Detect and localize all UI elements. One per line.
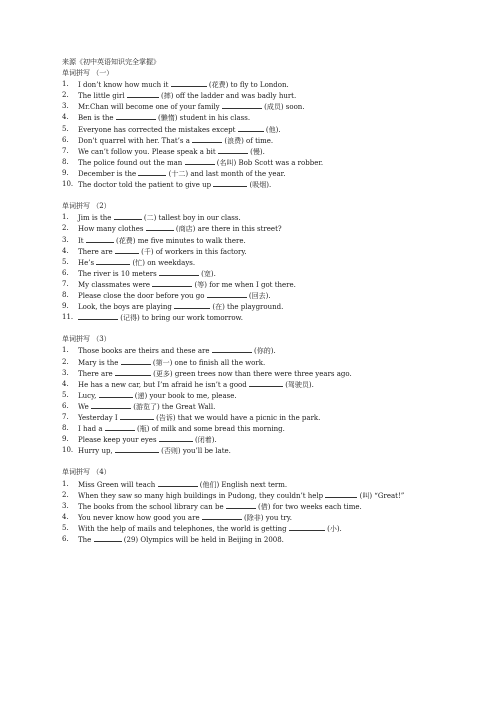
exercise-item bbox=[62, 179, 482, 190]
item-number: 1. bbox=[62, 80, 69, 89]
item-number: 11. bbox=[62, 313, 74, 322]
answer-blank[interactable] bbox=[115, 368, 151, 376]
item-number: 3. bbox=[62, 368, 69, 377]
item-number: 7. bbox=[62, 413, 69, 421]
answer-blank[interactable] bbox=[159, 268, 199, 276]
answer-blank[interactable] bbox=[138, 168, 166, 176]
item-text: Jim is the (二) tallest boy in our class. bbox=[78, 214, 241, 223]
answer-blank[interactable] bbox=[146, 223, 174, 231]
item-text: Hurry up, (否则) you’ll be late. bbox=[78, 447, 231, 456]
item-text: I had a (瓶) of milk and some bread this morning. bbox=[78, 425, 285, 434]
exercise-item bbox=[62, 223, 482, 234]
item-number: 10. bbox=[62, 446, 74, 455]
item-text: The little girl (摔) off the ladder and was badly hurt. bbox=[78, 92, 297, 101]
exercise-item bbox=[62, 135, 482, 146]
exercise-item bbox=[62, 423, 482, 434]
answer-blank[interactable] bbox=[115, 445, 159, 453]
answer-blank[interactable] bbox=[174, 301, 210, 309]
item-number: 1. bbox=[62, 213, 69, 222]
item-number: 2. bbox=[62, 357, 69, 366]
section-spacer bbox=[62, 456, 482, 467]
answer-blank[interactable] bbox=[115, 246, 139, 254]
item-text: We (游览了) the Great Wall. bbox=[78, 402, 216, 411]
answer-blank[interactable] bbox=[238, 124, 264, 132]
exercise-item bbox=[62, 479, 482, 490]
item-number: 5. bbox=[62, 124, 69, 133]
answer-blank[interactable] bbox=[127, 90, 159, 98]
document-page bbox=[62, 57, 482, 545]
item-text: With the help of mails and telephones, the world is getting (小). bbox=[78, 524, 342, 533]
answer-blank[interactable] bbox=[116, 112, 156, 120]
exercise-item bbox=[62, 501, 482, 512]
answer-blank[interactable] bbox=[202, 512, 242, 520]
answer-blank[interactable] bbox=[120, 412, 154, 420]
item-number: 1. bbox=[62, 479, 69, 488]
exercise-item bbox=[62, 345, 482, 356]
item-text: December is the (十二) and last month of the year. bbox=[78, 169, 286, 178]
exercise-item bbox=[62, 168, 482, 179]
item-number: 6. bbox=[62, 401, 69, 410]
exercise-item bbox=[62, 112, 482, 123]
exercise-item bbox=[62, 445, 482, 456]
answer-blank[interactable] bbox=[105, 423, 135, 431]
source-line: 来源《初中英语知识完全掌握》 bbox=[62, 58, 160, 66]
item-text: It (花费) me five minutes to walk there. bbox=[78, 236, 246, 245]
answer-blank[interactable] bbox=[78, 312, 118, 320]
answer-blank[interactable] bbox=[185, 157, 215, 165]
item-number: 4. bbox=[62, 379, 69, 388]
item-number: 4. bbox=[62, 512, 69, 521]
item-number: 6. bbox=[62, 535, 69, 544]
exercise-item bbox=[62, 79, 482, 90]
answer-blank[interactable] bbox=[91, 401, 131, 409]
item-number: 1. bbox=[62, 346, 69, 355]
item-number: 5. bbox=[62, 257, 69, 266]
item-number: 3. bbox=[62, 501, 69, 510]
answer-blank[interactable] bbox=[249, 379, 283, 387]
answer-blank[interactable] bbox=[171, 79, 207, 87]
section-title: 单词拼写 （4） bbox=[62, 468, 111, 477]
section-spacer bbox=[62, 190, 482, 201]
exercise-item bbox=[62, 512, 482, 523]
item-number: 9. bbox=[62, 302, 69, 311]
answer-blank[interactable] bbox=[114, 212, 142, 220]
exercise-item bbox=[62, 90, 482, 101]
answer-blank[interactable] bbox=[99, 390, 133, 398]
item-text: Mr.Chan will become one of your family (成员) soon. bbox=[78, 103, 305, 112]
answer-blank[interactable] bbox=[192, 135, 222, 143]
item-text: Lucy, (递) your book to me, please. bbox=[78, 391, 237, 400]
answer-blank[interactable] bbox=[289, 523, 325, 531]
exercise-item bbox=[62, 157, 482, 168]
item-text: You never know how good you are (除非) you try. bbox=[78, 513, 293, 522]
exercise-item bbox=[62, 490, 482, 501]
answer-blank[interactable] bbox=[96, 257, 130, 265]
item-number: 8. bbox=[62, 424, 69, 433]
item-number: 7. bbox=[62, 279, 69, 288]
answer-blank[interactable] bbox=[213, 179, 247, 187]
item-number: 2. bbox=[62, 490, 69, 499]
item-number: 5. bbox=[62, 390, 69, 399]
exercise-item bbox=[62, 268, 482, 279]
item-text: We can’t follow you. Please speak a bit (慢). bbox=[78, 147, 265, 156]
exercise-item bbox=[62, 401, 482, 412]
exercise-item bbox=[62, 235, 482, 246]
item-number: 9. bbox=[62, 435, 69, 444]
item-number: 10. bbox=[62, 180, 74, 189]
item-text: Yesterday I (告诉) that we would have a picnic in the park. bbox=[78, 414, 321, 422]
item-number: 9. bbox=[62, 168, 69, 177]
exercise-item bbox=[62, 146, 482, 157]
item-text: The police found out the man (名叫) Bob Scott was a robber. bbox=[78, 158, 324, 167]
answer-blank[interactable] bbox=[158, 479, 198, 487]
item-number: 8. bbox=[62, 290, 69, 299]
exercise-item bbox=[62, 101, 482, 112]
item-text: He has a new car, but I’m afraid he isn’t a good (驾驶员). bbox=[78, 380, 314, 389]
item-number: 7. bbox=[62, 146, 69, 155]
item-text: The doctor told the patient to give up (吸烟). bbox=[78, 181, 272, 190]
item-text: Please keep your eyes (闭着). bbox=[78, 436, 217, 445]
answer-blank[interactable] bbox=[226, 501, 256, 509]
item-text: He’s (忙) on weekdays. bbox=[78, 258, 196, 267]
exercise-item bbox=[62, 246, 482, 257]
item-text: Miss Green will teach (他们) English next term. bbox=[78, 480, 288, 489]
item-text: Mary is the (第一) one to finish all the work. bbox=[78, 358, 266, 367]
exercise-item bbox=[62, 434, 482, 445]
section-title: 单词拼写 （一） bbox=[62, 69, 114, 78]
item-number: 6. bbox=[62, 268, 69, 277]
exercise-item bbox=[62, 312, 482, 323]
answer-blank[interactable] bbox=[325, 490, 357, 498]
item-text: There are (更多) green trees now than there were three years ago. bbox=[78, 369, 352, 378]
answer-blank[interactable] bbox=[222, 101, 262, 109]
item-number: 8. bbox=[62, 157, 69, 166]
exercise-item bbox=[62, 523, 482, 534]
item-number: 3. bbox=[62, 235, 69, 244]
item-text: Please close the door before you go (回去). bbox=[78, 291, 271, 300]
section-title: 单词拼写 （3） bbox=[62, 335, 111, 344]
item-text: I don’t know how much it (花费) to fly to London. bbox=[78, 81, 289, 90]
item-text: The river is 10 meters (宽). bbox=[78, 269, 216, 278]
answer-blank[interactable] bbox=[121, 357, 151, 365]
exercise-item bbox=[62, 257, 482, 268]
exercise-item bbox=[62, 390, 482, 401]
exercise-item bbox=[62, 212, 482, 223]
exercise-item bbox=[62, 534, 482, 545]
item-number: 5. bbox=[62, 523, 69, 532]
item-number: 3. bbox=[62, 102, 69, 111]
section-spacer bbox=[62, 323, 482, 334]
item-text: Don’t quarrel with her. That’s a (浪费) of time. bbox=[78, 136, 274, 145]
answer-blank[interactable] bbox=[212, 345, 252, 353]
exercise-item bbox=[62, 279, 482, 290]
exercise-item bbox=[62, 301, 482, 312]
exercise-item bbox=[62, 368, 482, 379]
item-number: 6. bbox=[62, 135, 69, 144]
item-number: 4. bbox=[62, 246, 69, 255]
answer-blank[interactable] bbox=[152, 279, 192, 287]
item-text: How many clothes (商店) are there in this street? bbox=[78, 225, 282, 234]
item-text: When they saw so many high buildings in Pudong, they couldn’t help (叫) “Great!” bbox=[78, 491, 405, 500]
exercise-item bbox=[62, 290, 482, 301]
exercise-item bbox=[62, 412, 482, 423]
answer-blank[interactable] bbox=[159, 434, 193, 442]
answer-blank[interactable] bbox=[207, 290, 247, 298]
item-text: (记得) to bring our work tomorrow. bbox=[78, 312, 482, 323]
answer-blank[interactable] bbox=[94, 534, 122, 542]
item-number: 2. bbox=[62, 91, 69, 100]
item-text: Ben is the (懒惰) student in his class. bbox=[78, 114, 251, 123]
item-number: 2. bbox=[62, 224, 69, 233]
exercise-item bbox=[62, 124, 482, 135]
item-text: The (29) Olympics will be held in Beijing in 2008. bbox=[78, 536, 284, 545]
item-text: Those books are theirs and these are (你的). bbox=[78, 347, 276, 356]
exercise-item bbox=[62, 379, 482, 390]
answer-blank[interactable] bbox=[86, 235, 114, 243]
answer-blank[interactable] bbox=[218, 146, 248, 154]
section-title: 单词拼写 （2） bbox=[62, 202, 111, 211]
item-text: The books from the school library can be (借) for two weeks each time. bbox=[78, 502, 362, 511]
item-text: There are (千) of workers in this factory. bbox=[78, 247, 247, 256]
item-text: My classmates were (等) for me when I got there. bbox=[78, 280, 296, 289]
item-number: 4. bbox=[62, 113, 69, 122]
item-text: Look, the boys are playing (在) the playground. bbox=[78, 303, 284, 312]
item-text: Everyone has corrected the mistakes except (他). bbox=[78, 125, 281, 134]
exercise-item bbox=[62, 357, 482, 368]
